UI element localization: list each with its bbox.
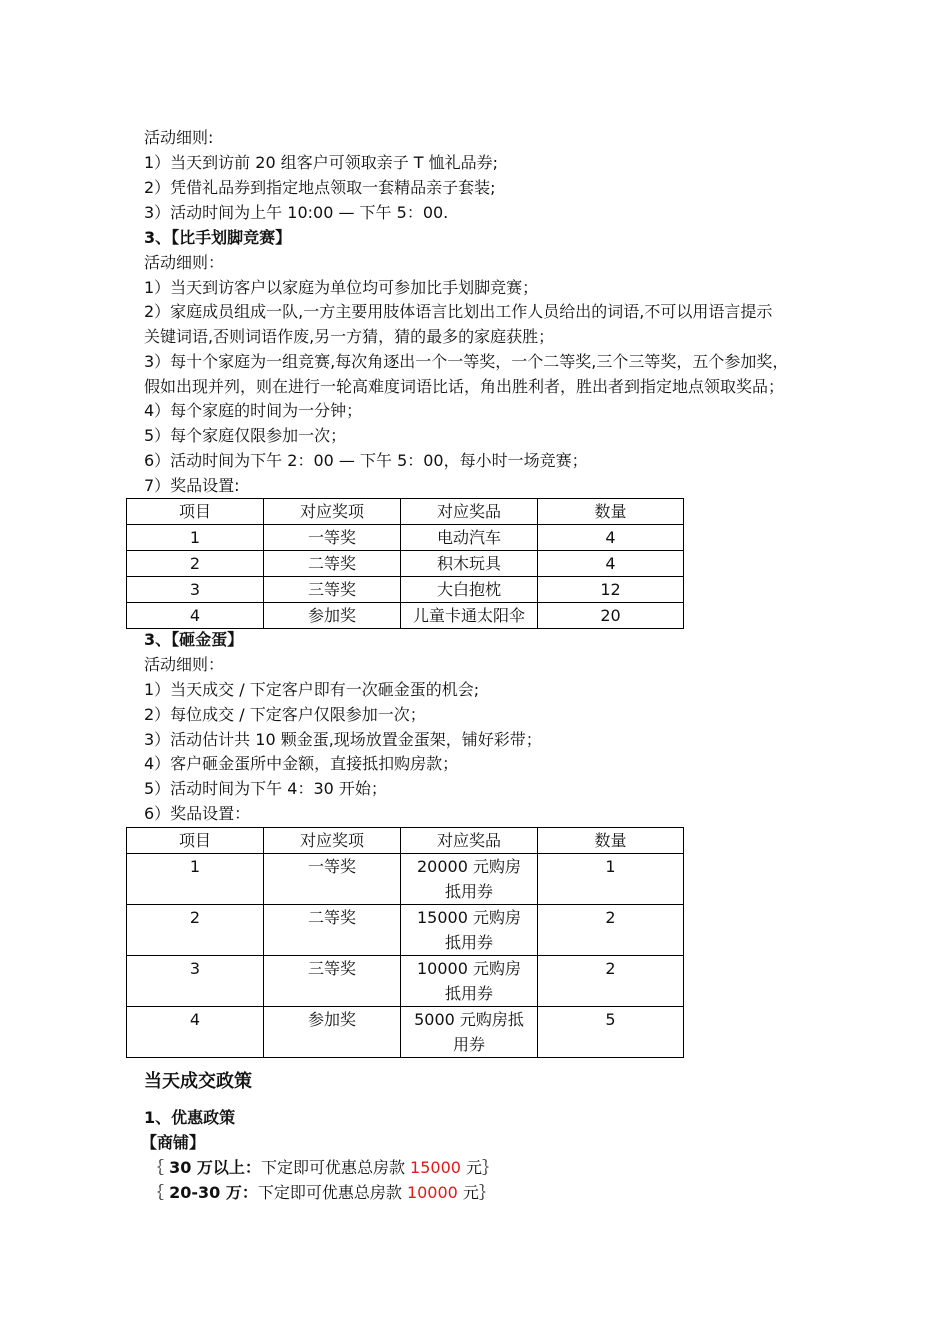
brace-close: 元｝ [457, 1183, 495, 1202]
rule-item: 关键词语,否则词语作废,另一方猜，猜的最多的家庭获胜； [144, 327, 555, 346]
table-cell: 20 [538, 603, 684, 629]
prize-line: 抵用券 [444, 984, 493, 1003]
rule-item: 5）活动时间为下午 4：30 开始； [144, 779, 387, 798]
policy-item [148, 1156, 498, 1180]
table-cell: 三等奖 [264, 956, 401, 1007]
table-cell [401, 905, 538, 956]
table-row [127, 525, 684, 551]
prize-line: 抵用券 [444, 882, 493, 901]
table-cell: 2 [127, 551, 264, 577]
table-cell: 3 [127, 956, 264, 1007]
table-cell: 儿童卡通太阳伞 [401, 603, 538, 629]
policy-item [148, 1181, 495, 1205]
section-title: 3、【比手划脚竞赛】 [144, 228, 292, 247]
table-cell: 一等奖 [264, 525, 401, 551]
table-header-cell: 数量 [538, 828, 684, 854]
prize-line: 15000 元购房 [417, 908, 521, 927]
prize-line: 用券 [452, 1035, 485, 1054]
prize-line: 20000 元购房 [417, 857, 521, 876]
section-title: 3、【砸金蛋】 [144, 630, 244, 649]
table-row [127, 603, 684, 629]
rule-item: 3）每十个家庭为一组竞赛,每次角逐出一个一等奖，一个二等奖,三个三等奖，五个参加奖， [144, 352, 789, 371]
rule-item: 假如出现并列，则在进行一轮高难度词语比话，角出胜利者，胜出者到指定地点领取奖品； [144, 377, 785, 396]
table-cell: 1 [127, 525, 264, 551]
table-row [127, 905, 684, 956]
table-header-cell: 对应奖品 [401, 828, 538, 854]
table-cell: 4 [538, 551, 684, 577]
table-header-cell: 对应奖项 [264, 499, 401, 525]
table-cell: 电动汽车 [401, 525, 538, 551]
rule-item: 2）家庭成员组成一队,一方主要用肢体语言比划出工作人员给出的词语,不可以用语言提示 [144, 302, 773, 321]
brace-close: 元｝ [460, 1158, 499, 1177]
table-cell: 2 [127, 905, 264, 956]
discount-amount: 15000 [410, 1158, 461, 1177]
rule-item: 5）每个家庭仅限参加一次； [144, 426, 347, 445]
table-cell: 三等奖 [264, 577, 401, 603]
rules-label: 活动细则: [144, 128, 214, 147]
table-cell: 5 [538, 1007, 684, 1058]
table-cell: 4 [127, 603, 264, 629]
table-cell: 2 [538, 956, 684, 1007]
table-row [127, 577, 684, 603]
table-row [127, 854, 684, 905]
table-row [127, 551, 684, 577]
table-header-cell: 数量 [538, 499, 684, 525]
rule-item: 4）客户砸金蛋所中金额，直接抵扣购房款； [144, 754, 459, 773]
rule-item: 6）奖品设置： [144, 804, 251, 823]
rules-label: 活动细则： [144, 655, 225, 674]
table-cell: 3 [127, 577, 264, 603]
rule-item: 2）每位成交 / 下定客户仅限参加一次； [144, 705, 426, 724]
table-cell: 大白抱枕 [401, 577, 538, 603]
table-row [127, 956, 684, 1007]
table-cell: 积木玩具 [401, 551, 538, 577]
price-range: 30 万以上： [169, 1158, 261, 1177]
prize-line: 5000 元购房抵 [414, 1010, 524, 1029]
rule-item: 3）活动估计共 10 颗金蛋,现场放置金蛋架，铺好彩带； [144, 730, 542, 749]
rule-item: 4）每个家庭的时间为一分钟； [144, 401, 363, 420]
table-header-cell: 项目 [127, 499, 264, 525]
policy-subheading: 1、优惠政策 [144, 1108, 236, 1127]
table-cell: 参加奖 [264, 603, 401, 629]
table-cell: 2 [538, 905, 684, 956]
table-header-cell: 对应奖品 [401, 499, 538, 525]
table-header-row [127, 499, 684, 525]
table-cell: 二等奖 [264, 551, 401, 577]
table-cell [401, 854, 538, 905]
table-cell: 4 [538, 525, 684, 551]
table-cell [401, 1007, 538, 1058]
table-cell: 12 [538, 577, 684, 603]
rule-item: 1）当天到访客户以家庭为单位均可参加比手划脚竞赛； [144, 278, 539, 297]
brace-open: ｛ [148, 1158, 170, 1177]
prize-line: 10000 元购房 [417, 959, 521, 978]
rule-item: 2）凭借礼品券到指定地点领取一套精品亲子套装; [144, 178, 496, 197]
table-cell [401, 956, 538, 1007]
rule-item: 3）活动时间为上午 10:00 — 下午 5：00. [144, 203, 449, 222]
policy-text: 下定即可优惠总房款 [260, 1158, 411, 1177]
rule-item: 1）当天到访前 20 组客户可领取亲子 T 恤礼品券; [144, 153, 499, 172]
policy-heading: 当天成交政策 [144, 1071, 252, 1092]
table-header-cell: 对应奖项 [264, 828, 401, 854]
price-range: 20-30 万： [169, 1183, 258, 1202]
rule-item: 7）奖品设置: [144, 476, 240, 495]
prize-table [126, 827, 684, 1058]
brace-open: ｛ [148, 1183, 170, 1202]
table-cell: 1 [538, 854, 684, 905]
table-header-cell: 项目 [127, 828, 264, 854]
table-header-row [127, 828, 684, 854]
prize-table [126, 498, 684, 629]
rules-label: 活动细则： [144, 253, 225, 272]
table-cell: 1 [127, 854, 264, 905]
rule-item: 6）活动时间为下午 2：00 — 下午 5：00，每小时一场竞赛； [144, 451, 588, 470]
rule-item: 1）当天成交 / 下定客户即有一次砸金蛋的机会; [144, 680, 480, 699]
table-cell: 一等奖 [264, 854, 401, 905]
table-cell: 二等奖 [264, 905, 401, 956]
discount-amount: 10000 [406, 1183, 458, 1202]
table-row [127, 1007, 684, 1058]
prize-line: 抵用券 [444, 933, 493, 952]
policy-text: 下定即可优惠总房款 [257, 1183, 407, 1202]
table-cell: 4 [127, 1007, 264, 1058]
table-cell: 参加奖 [264, 1007, 401, 1058]
policy-category: 【商铺】 [141, 1133, 206, 1152]
